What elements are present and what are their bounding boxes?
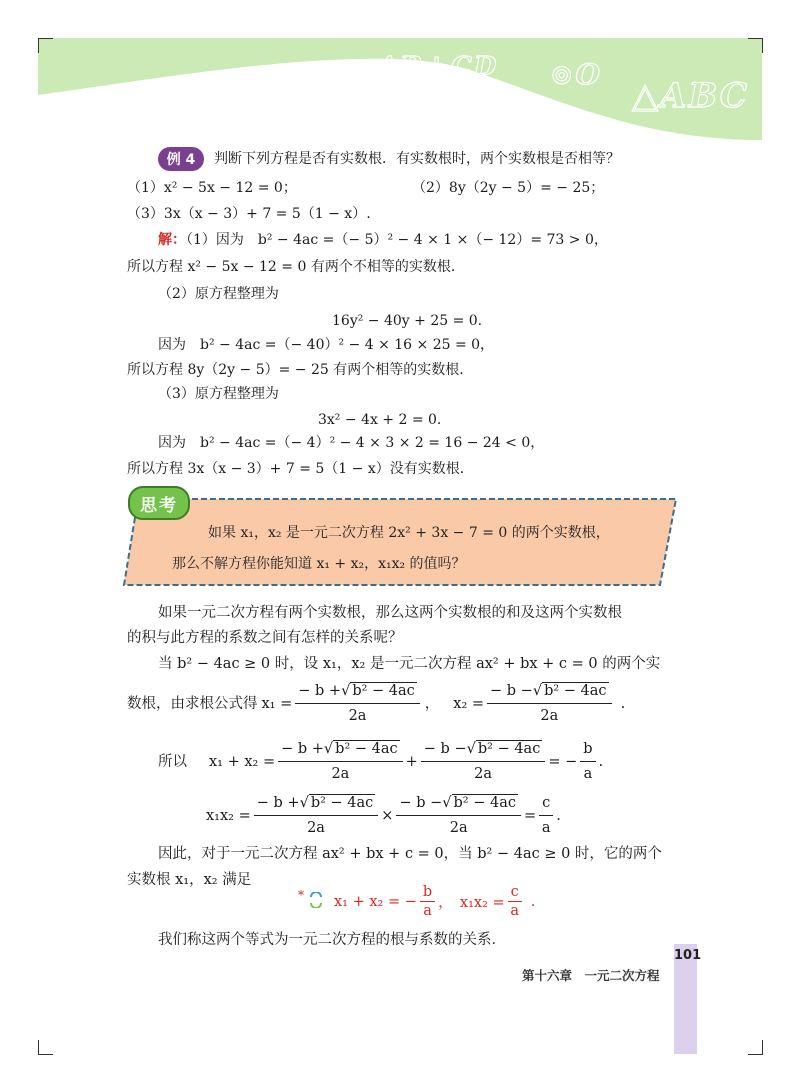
x2-fraction: $\frac{\text{− b −√ b² − 4ac}}{2a}$ — [487, 680, 612, 727]
crop-mark-top-right — [748, 38, 763, 53]
x1-fraction: $\frac{\text{− b +√ b² − 4ac}}{2a}$ — [295, 680, 420, 727]
solution-equation-3: 3x² − 4x + 2 = 0. — [318, 412, 442, 428]
solution-line-10: 所以方程 3x（x − 3）+ 7 = 5（1 − x）没有实数根． — [127, 461, 474, 477]
product-formula-row: x₁x₂ = $\frac{\text{− b +√ b² − 4ac}}{2a}$ × $\frac{\text{− b −√ b² − 4ac}}{2a}$ = $\frac{c}{a}$ . — [206, 792, 561, 839]
solution-line-3: （2）原方程整理为 — [158, 286, 279, 302]
example-item-3: （3）3x（x − 3）+ 7 = 5（1 − x）. — [127, 206, 371, 222]
root-formula-row: 数根，由求根公式得 x₁ = $\frac{\text{− b +√ b² − 4ac}}{2a}$ ， x₂ = $\frac{\text{− b −√ b² − 4ac}}{2a}$ . — [127, 680, 625, 727]
solution-line-1: 解：（1）因为 b² − 4ac =（− 5）² − 4 × 1 ×（− 12）= 73 > 0， — [158, 232, 608, 248]
solution-line-7: （3）原方程整理为 — [158, 386, 279, 402]
header-deco-formula-2: ⊙O — [550, 58, 602, 91]
solution-line-5: 因为 b² − 4ac =（− 40）² − 4 × 16 × 25 = 0， — [158, 337, 495, 353]
header-deco-formula-1: AB⊥CD — [378, 52, 499, 82]
vieta-formula: x₁ + x₂ = − $\frac{b}{a}$ ， x₁x₂ = $\frac{c}{a}$ . — [334, 884, 536, 919]
header-deco-formula-3: △ABC — [632, 76, 749, 116]
page-number: 101 — [674, 948, 702, 963]
crop-mark-top-left — [38, 38, 53, 53]
paragraph-4: 我们称这两个等式为一元二次方程的根与系数的关系． — [158, 932, 506, 948]
paragraph-3-line-1: 因此，对于一元二次方程 ax² + bx + c = 0，当 b² − 4ac ≥ 0 时，它的两个 — [158, 846, 662, 862]
example-question: 判断下列方程是否有实数根．有实数根时，两个实数根是否相等？ — [214, 151, 620, 167]
paragraph-2-line-1: 当 b² − 4ac ≥ 0 时，设 x₁，x₂ 是一元二次方程 ax² + bx + c = 0 的两个实 — [158, 656, 661, 672]
example-item-2: （2）8y（2y − 5）= − 25； — [412, 180, 605, 196]
paragraph-1-line-2: 的积与此方程的系数之间有怎样的关系呢？ — [127, 630, 403, 646]
chapter-footer: 第十六章 一元二次方程 — [522, 968, 660, 983]
paragraph-3-line-2: 实数根 x₁，x₂ 满足 — [127, 872, 252, 888]
star-icon: * — [298, 888, 304, 902]
solution-equation-2: 16y² − 40y + 25 = 0. — [332, 313, 483, 329]
think-box — [120, 495, 680, 590]
example-badge: 例 4 — [158, 147, 204, 171]
swirl-icon — [308, 892, 324, 908]
think-line-2: 那么不解方程你能知道 x₁ + x₂，x₁x₂ 的值吗？ — [172, 556, 466, 572]
solution-line-2: 所以方程 x² − 5x − 12 = 0 有两个不相等的实数根． — [127, 259, 465, 275]
solution-line-6: 所以方程 8y（2y − 5）= − 25 有两个相等的实数根． — [127, 362, 474, 378]
think-label: 思考 — [128, 486, 190, 520]
crop-mark-bottom-left — [38, 1040, 53, 1055]
solution-label: 解： — [158, 232, 186, 248]
example-item-1: （1）x² − 5x − 12 = 0； — [127, 180, 297, 196]
solution-line-9: 因为 b² − 4ac =（− 4）² − 4 × 3 × 2 = 16 − 24 < 0， — [158, 435, 545, 451]
sum-formula-row: 所以 x₁ + x₂ = $\frac{\text{− b +√ b² − 4ac}}{2a}$ + $\frac{\text{− b −√ b² − 4ac}}{2a}$ = − $\frac{b}{a}$ . — [158, 738, 603, 785]
think-line-1: 如果 x₁，x₂ 是一元二次方程 2x² + 3x − 7 = 0 的两个实数根， — [208, 525, 610, 541]
crop-mark-bottom-right — [748, 1040, 763, 1055]
paragraph-1-line-1: 如果一元二次方程有两个实数根，那么这两个实数根的和及这两个实数根 — [158, 605, 622, 621]
